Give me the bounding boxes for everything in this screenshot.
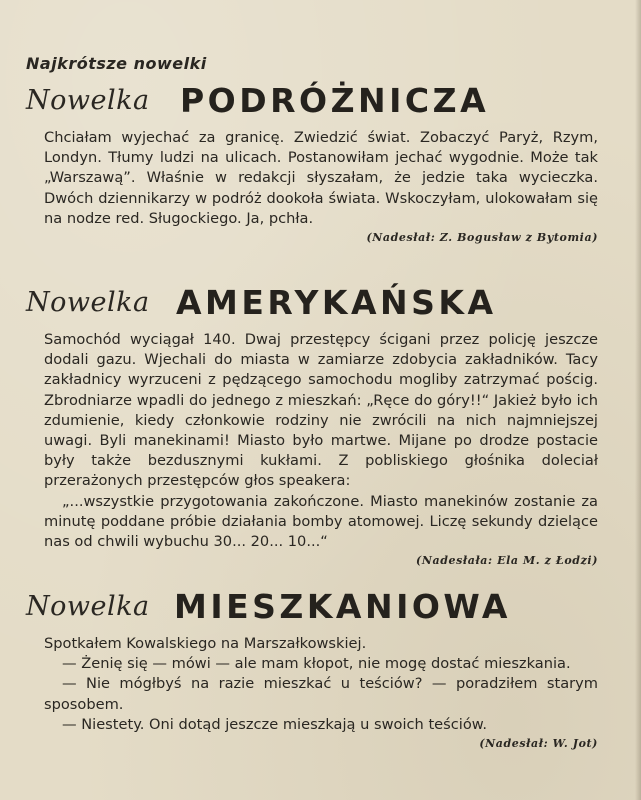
series-title: Najkrótsze nowelki bbox=[26, 54, 207, 73]
story-body bbox=[26, 330, 598, 570]
story-credit: (Nadesłała: Ela M. z Łodzi) bbox=[416, 554, 598, 568]
story-heading bbox=[26, 586, 598, 626]
story-paragraph: — Żenię się — mówi — ale mam kłopot, nie mogę dostać mieszkania. bbox=[62, 655, 571, 673]
story-podroznicza bbox=[26, 80, 598, 247]
story-title: MIESZKANIOWA bbox=[174, 587, 511, 626]
story-paragraph: Samochód wyciągał 140. Dwaj przestępcy ścigani przez policję jeszcze dodali gazu. Wjechali do miasta w zamiarze zdobycia zakładników. Tacy zakładnicy wyrzuceni z pędzącego samochodu mogliby zatrzymać pościg. Zbrodniarze wpadli do jednego z mieszkań: „Ręce do góry!!“ Jakież było ich zdumienie, kiedy członkowie rodziny nie zwrócili na nich najmniejszej uwagi. Byli manekinami! Miasto było martwe. Mijane po drodze postacie były także bezdusznymi kukłami. Z pobliskiego głośnika doleciał przerażonych przestępców głos speakera: bbox=[44, 331, 598, 490]
story-kicker: Nowelka bbox=[26, 287, 150, 318]
story-kicker: Nowelka bbox=[26, 85, 150, 116]
story-body bbox=[26, 128, 598, 247]
story-credit: (Nadesłał: W. Jot) bbox=[479, 737, 598, 751]
story-paragraph: Spotkałem Kowalskiego na Marszałkowskiej. bbox=[44, 635, 367, 652]
story-paragraph: „...wszystkie przygotowania zakończone. Miasto manekinów zostanie za minutę poddane próbie działania bomby atomowej. Liczę sekundy dzielące nas od chwili wybuchu 30... 20... 10...“ bbox=[44, 492, 598, 551]
story-paragraph: Chciałam wyjechać za granicę. Zwiedzić świat. Zobaczyć Paryż, Rzym, Londyn. Tłumy ludzi na ulicach. Postanowiłam jechać wygodnie. Może tak „Warszawą”. Właśnie w redakcji słyszałam, że jedzie taka wycieczka. Dwóch dziennikarzy w podróż dookoła świata. Wskoczyłam, ulokowałam się na nodze red. Sługockiego. Ja, pchła. bbox=[44, 129, 598, 227]
story-heading bbox=[26, 80, 598, 120]
story-title: AMERYKAŃSKA bbox=[176, 283, 497, 322]
story-heading bbox=[26, 282, 598, 322]
story-body bbox=[26, 634, 598, 753]
story-kicker: Nowelka bbox=[26, 591, 150, 622]
story-mieszkaniowa bbox=[26, 586, 598, 753]
story-credit: (Nadesłał: Z. Bogusław z Bytomia) bbox=[366, 231, 598, 245]
story-paragraph: — Nie mógłbyś na razie mieszkać u teściów? — poradziłem starym sposobem. bbox=[44, 675, 598, 713]
story-amerykanska bbox=[26, 282, 598, 570]
story-title: PODRÓŻNICZA bbox=[180, 81, 490, 120]
story-paragraph: — Niestety. Oni dotąd jeszcze mieszkają u swoich teściów. bbox=[62, 715, 487, 733]
